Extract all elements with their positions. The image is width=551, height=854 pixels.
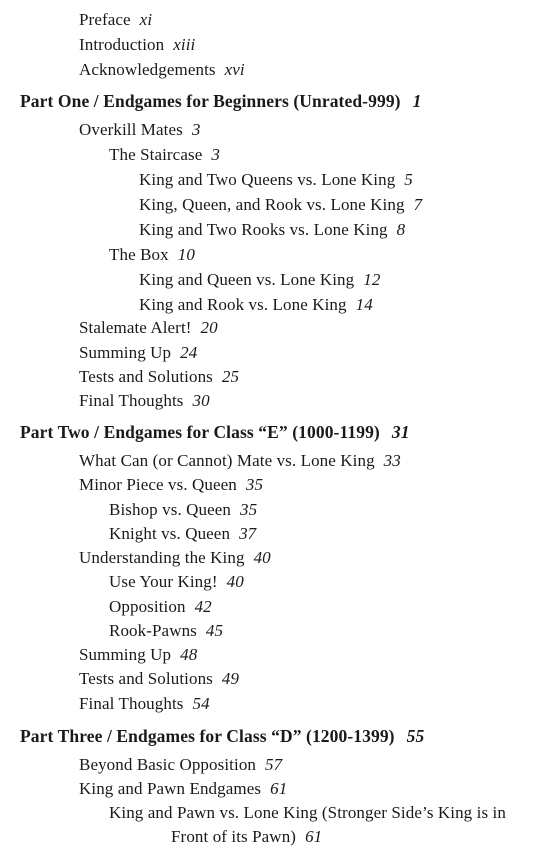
toc-entry-title: King and Pawn Endgames [79, 779, 262, 798]
toc-entry-title: Acknowledgements [79, 60, 216, 79]
toc-entry-title: Understanding the King [79, 548, 245, 567]
toc-entry-title: Summing Up [79, 645, 172, 664]
toc-entry [79, 35, 195, 55]
toc-entry-title: Front of its Pawn) [171, 827, 297, 846]
toc-page-number: 20 [200, 318, 218, 337]
toc-page-number: 24 [180, 343, 198, 362]
toc-entry-title: The Box [109, 245, 169, 264]
toc-page-number: 42 [194, 597, 212, 616]
toc-entry-title: Bishop vs. Queen [109, 500, 232, 519]
toc-entry-title: King and Two Queens vs. Lone King [139, 170, 396, 189]
toc-page-number: 49 [221, 669, 240, 688]
toc-entry-title: Final Thoughts [79, 694, 184, 713]
toc-page-number: 54 [192, 694, 210, 713]
toc-page-number: 57 [265, 755, 283, 774]
toc-page-number: 48 [180, 645, 198, 664]
toc-entry-title: King and Rook vs. Lone King [139, 295, 347, 314]
toc-entry [79, 669, 239, 689]
toc-entry-title: Knight vs. Queen [109, 524, 231, 543]
toc-page-number: 8 [396, 220, 406, 239]
toc-page-number: 33 [383, 451, 401, 470]
toc-page-number: 25 [221, 367, 240, 386]
toc-entry-title: King, Queen, and Rook vs. Lone King [139, 195, 405, 214]
toc-entry [139, 170, 413, 190]
toc-entry-title: King and Pawn vs. Lone King (Stronger Side’s King is in [109, 803, 506, 822]
toc-entry [79, 318, 218, 338]
toc-page-number: 3 [211, 145, 220, 164]
toc-page-number: 61 [305, 827, 323, 846]
toc-entry-title: Preface [79, 10, 131, 29]
toc-part-heading [20, 422, 410, 442]
toc-entry-title: Summing Up [79, 343, 172, 362]
toc-entry [139, 270, 380, 290]
toc-entry [79, 367, 239, 387]
toc-entry [79, 451, 401, 471]
toc-entry-title: King and Queen vs. Lone King [139, 270, 355, 289]
toc-entry [79, 779, 287, 799]
toc-entry [109, 803, 506, 823]
toc-page-number: 37 [239, 524, 257, 543]
toc-entry-title: Beyond Basic Opposition [79, 755, 257, 774]
toc-page-number: 3 [191, 120, 201, 139]
toc-page-number: 31 [391, 422, 410, 442]
toc-part-heading [20, 726, 424, 746]
toc-part-heading [20, 91, 421, 111]
toc-entry-title: The Staircase [109, 145, 203, 164]
toc-entry-title: Opposition [109, 597, 186, 616]
toc-entry-title: Part One / Endgames for Beginners (Unrated-999) [20, 91, 401, 111]
toc-entry [139, 220, 405, 240]
toc-entry [79, 10, 152, 30]
toc-entry-title: Rook-Pawns [109, 621, 197, 640]
toc-page-number: 1 [412, 91, 422, 111]
toc-page-number: xi [139, 10, 153, 29]
toc-entry [109, 597, 212, 617]
toc-page-number: xvi [224, 60, 245, 79]
toc-page-number: xiii [173, 35, 196, 54]
toc-entry-title: Use Your King! [109, 572, 218, 591]
toc-entry [109, 500, 257, 520]
toc-entry-title: Overkill Mates [79, 120, 183, 139]
toc-entry [109, 572, 244, 592]
toc-page-number: 55 [406, 726, 425, 746]
toc-entry [79, 475, 263, 495]
toc-entry [79, 60, 245, 80]
toc-page-number: 35 [245, 475, 264, 494]
toc-page-number: 12 [363, 270, 381, 289]
toc-page-number: 40 [226, 572, 244, 591]
toc-entry [79, 645, 197, 665]
toc-entry [109, 621, 223, 641]
toc-page-number: 5 [404, 170, 413, 189]
toc-entry-title: Part Two / Endgames for Class “E” (1000-1199) [20, 422, 380, 442]
toc-entry [79, 755, 282, 775]
toc-page-number: 10 [177, 245, 195, 264]
toc-entry [109, 145, 220, 165]
toc-entry-title: Stalemate Alert! [79, 318, 192, 337]
toc-page-number: 40 [253, 548, 271, 567]
toc-page-number: 61 [270, 779, 288, 798]
toc-entry-title: What Can (or Cannot) Mate vs. Lone King [79, 451, 375, 470]
toc-page-number: 7 [413, 195, 423, 214]
toc-entry [109, 245, 195, 265]
toc-entry [79, 343, 197, 363]
toc-entry [79, 548, 271, 568]
toc-entry [139, 195, 422, 215]
toc-page-number: 14 [355, 295, 373, 314]
toc-entry-title: Minor Piece vs. Queen [79, 475, 237, 494]
toc-entry-title: Tests and Solutions [79, 669, 213, 688]
toc-entry [139, 295, 373, 315]
toc-entry [79, 694, 210, 714]
toc-entry-title: Introduction [79, 35, 165, 54]
toc-entry-title: Part Three / Endgames for Class “D” (1200-1399) [20, 726, 395, 746]
toc-entry [79, 120, 200, 140]
toc-page-number: 45 [205, 621, 224, 640]
toc-entry [79, 391, 210, 411]
toc-entry-title: King and Two Rooks vs. Lone King [139, 220, 388, 239]
toc-entry [109, 524, 256, 544]
toc-page-number: 30 [192, 391, 210, 410]
toc-entry [171, 827, 322, 847]
toc-entry-title: Final Thoughts [79, 391, 184, 410]
toc-entry-title: Tests and Solutions [79, 367, 213, 386]
toc-page-number: 35 [240, 500, 258, 519]
